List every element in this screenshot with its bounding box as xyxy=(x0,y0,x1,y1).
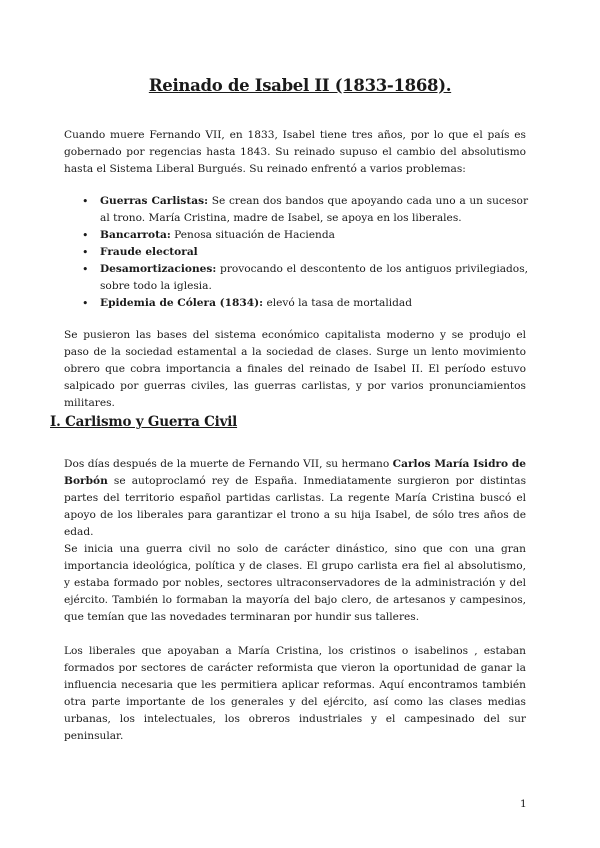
intro-paragraph: Cuando muere Fernando VII, en 1833, Isabel tiene tres años, por lo que el país es gobernado por regencias hasta 1843. Su reinado supuso el cambio del absolutismo hasta el Sistema Liberal Burgués. Su reinado enfrentó a varios problemas: xyxy=(64,129,526,175)
list-item xyxy=(82,295,528,312)
paragraph-text: Dos días después de la muerte de Fernando VII, su hermano xyxy=(64,458,393,470)
list-item-text: Se crean dos bandos que apoyando cada uno a un sucesor al trono. María Cristina, madre de Isabel, se apoya en los liberales. xyxy=(100,195,529,224)
paragraph-bold-name: Carlos María Isidro de Borbón xyxy=(64,458,527,487)
problems-list xyxy=(82,193,528,312)
page-title: Reinado de Isabel II (1833-1868). xyxy=(148,76,452,95)
list-item-term: Bancarrota: xyxy=(100,229,171,241)
list-item-term: Desamortizaciones: xyxy=(100,263,217,275)
carlismo-paragraph-1 xyxy=(64,456,526,541)
list-item-term: Guerras Carlistas: xyxy=(100,195,209,207)
list-item-text: provocando el descontento de los antiguos privilegiados, sobre todo la iglesia. xyxy=(100,263,528,292)
list-item-term: Epidemia de Cólera (1834): xyxy=(100,297,264,309)
carlismo-paragraph-3: Los liberales que apoyaban a María Cristina, los cristinos o isabelinos , estaban formados por sectores de carácter reformista que vieron la oportunidad de ganar la influencia necesaria que les permitiera aplicar reformas. Aquí encontramos también otra parte importante de los generales y del ejército, así como las clases medias urbanas, los intelectuales, los obreros industriales y el campesinado del sur peninsular. xyxy=(64,645,526,742)
summary-paragraph: Se pusieron las bases del sistema económico capitalista moderno y se produjo el paso de la sociedad estamental a la sociedad de clases. Surge un lento movimiento obrero que cobra importancia a finales del reinado de Isabel II. El período estuvo salpicado por guerras civiles, las guerras carlistas, y por varios pronunciamientos militares. xyxy=(64,329,526,409)
list-item-term: Fraude electoral xyxy=(100,246,198,258)
list-item-text: Penosa situación de Hacienda xyxy=(170,229,335,241)
list-item xyxy=(82,261,528,295)
section-heading: I. Carlismo y Guerra Civil xyxy=(50,414,238,430)
list-item xyxy=(82,227,528,244)
carlismo-paragraph-2: Se inicia una guerra civil no solo de carácter dinástico, sino que con una gran importancia ideológica, política y de clases. El grupo carlista era fiel al absolutismo, y estaba formado por nobles, sectores ultraconservadores de la administración y del ejército. También lo formaban la mayoría del bajo clero, de artesanos y campesinos, que temían que las novedades terminaran por hundir sus talleres. xyxy=(64,543,526,623)
list-item xyxy=(82,193,528,227)
paragraph-text: se autoproclamó rey de España. Inmediatamente surgieron por distintas partes del territorio español partidas carlistas. La regente María Cristina buscó el apoyo de los liberales para garantizar el trono a su hija Isabel, de sólo tres años de edad. xyxy=(64,475,526,538)
page-number: 1 xyxy=(520,798,527,810)
list-item-text: elevó la tasa de mortalidad xyxy=(263,297,413,309)
list-item xyxy=(82,244,528,261)
